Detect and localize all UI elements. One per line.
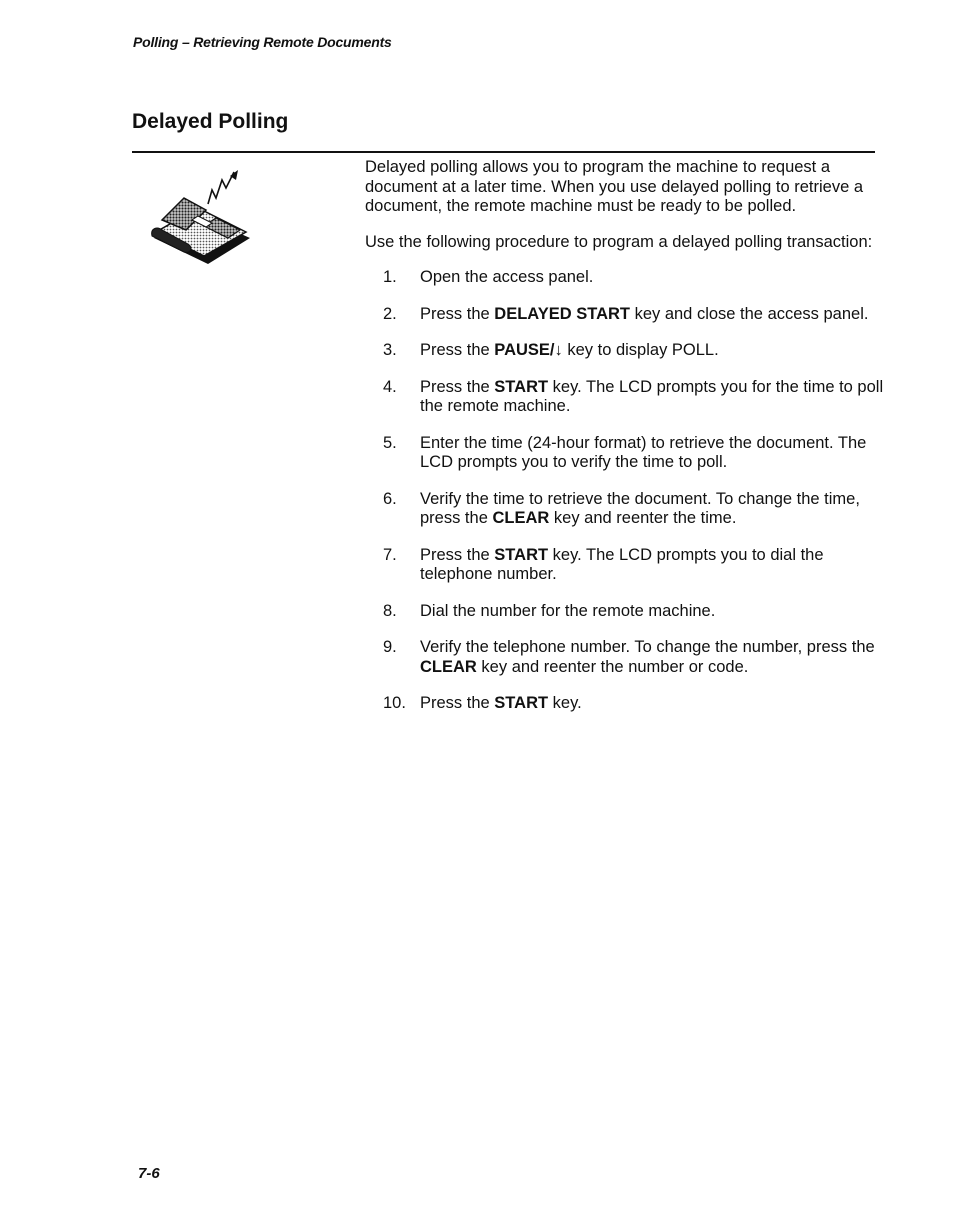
step-text: Press the [420,304,495,323]
step-text: Press the [420,341,495,359]
list-item [365,268,885,288]
step-text: Verify the time to retrieve the document. To change the time, press the [420,489,860,527]
list-item [365,341,885,361]
step-number: 7. [383,545,397,564]
intro-paragraph: Delayed polling allows you to program the machine to request a document at a later time. When you use delayed polling to retrieve a document, the remote machine must be ready to be polled. [365,158,864,215]
list-item [365,305,885,325]
step-text: key and reenter the number or code. [476,657,749,676]
procedure-steps [365,268,885,714]
step-text: key and reenter the time. [549,509,737,527]
key-name: START [494,545,549,564]
key-name: CLEAR [420,657,477,676]
step-text: key and close the access panel. [629,304,869,323]
step-number: 5. [383,433,397,452]
fax-machine-icon [148,168,260,280]
step-number: 9. [383,638,397,656]
step-number: 1. [383,268,397,286]
step-number: 3. [383,341,397,359]
intro-paragraph: Use the following procedure to program a delayed polling transaction: [365,232,873,251]
list-item [365,638,885,677]
step-text: Press the [420,694,495,712]
key-name: CLEAR [492,509,550,527]
list-item [365,490,885,529]
step-number: 6. [383,489,397,508]
list-item [365,546,885,585]
step-number: 4. [383,377,397,396]
running-header: Polling – Retrieving Remote Documents [133,34,392,50]
step-text: key. The LCD prompts you to dial the telephone number. [420,545,824,583]
step-text: Open the access panel. [420,268,594,286]
list-item [365,378,885,417]
section-divider [132,151,875,153]
page-number: 7-6 [138,1165,160,1182]
step-text: Verify the telephone number. To change the number, press the [420,638,875,656]
step-text: key to display POLL. [562,341,719,359]
step-text: key. [548,694,582,712]
key-name: DELAYED START [494,304,630,323]
body-text [365,158,885,731]
step-text: Enter the time (24-hour format) to retrieve the document. The LCD prompts you to verify the time to poll. [420,433,867,471]
step-number: 8. [383,601,397,620]
section-title: Delayed Polling [132,110,289,133]
list-item [365,434,885,473]
step-text: Dial the number for the remote machine. [420,601,716,620]
step-text: Press the [420,545,495,564]
key-name: START [494,377,549,396]
key-name: START [494,694,549,712]
step-text: Press the [420,377,495,396]
list-item [365,694,885,714]
step-number: 10. [383,694,406,712]
list-item [365,602,885,622]
step-text: key. The LCD prompts you for the time to poll the remote machine. [420,377,884,415]
key-name: PAUSE/↓ [494,341,563,359]
step-number: 2. [383,304,397,323]
